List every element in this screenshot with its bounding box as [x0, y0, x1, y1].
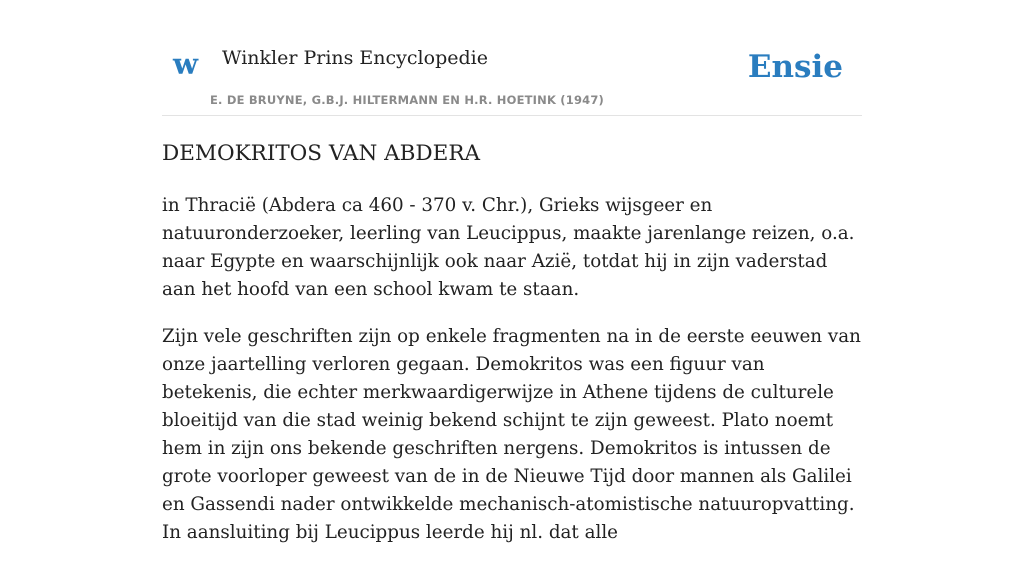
article-title: DEMOKRITOS VAN ABDERA [162, 141, 481, 166]
article-paragraph: Zijn vele geschriften zijn op enkele fragmenten na in de eerste eeuwen van onze jaartelling verloren gegaan. Demokritos was een figuur van betekenis, die echter merkwaardigerwijze in Athene tijdens de culturele bloeitijd van die stad weinig bekend schijnt te zijn geweest. Plato noemt hem in zijn ons bekende geschriften nergens. Demokritos is intussen de grote voorloper geweest van de in de Nieuwe Tijd door mannen als Galilei en Gassendi nader ontwikkelde mechanisch-atomistische natuuropvatting. In aansluiting bij Leucippus leerde hij nl. dat alle [162, 326, 861, 543]
site-header [162, 38, 862, 116]
authors-line: E. DE BRUYNE, G.B.J. HILTERMANN EN H.R. HOETINK (1947) [210, 93, 605, 107]
ensie-logo[interactable]: Ensie [747, 49, 843, 85]
article-body [162, 192, 862, 566]
site-title[interactable]: Winkler Prins Encyclopedie [222, 47, 488, 69]
article-paragraph: in Thracië (Abdera ca 460 - 370 v. Chr.), Grieks wijsgeer en natuuronderzoeker, leerling van Leucippus, maakte jarenlange reizen, o.a. naar Egypte en waarschijnlijk ook naar Azië, totdat hij in zijn vaderstad aan het hoofd van een school kwam te staan. [162, 195, 855, 300]
w-logo-icon[interactable]: w [173, 47, 198, 81]
